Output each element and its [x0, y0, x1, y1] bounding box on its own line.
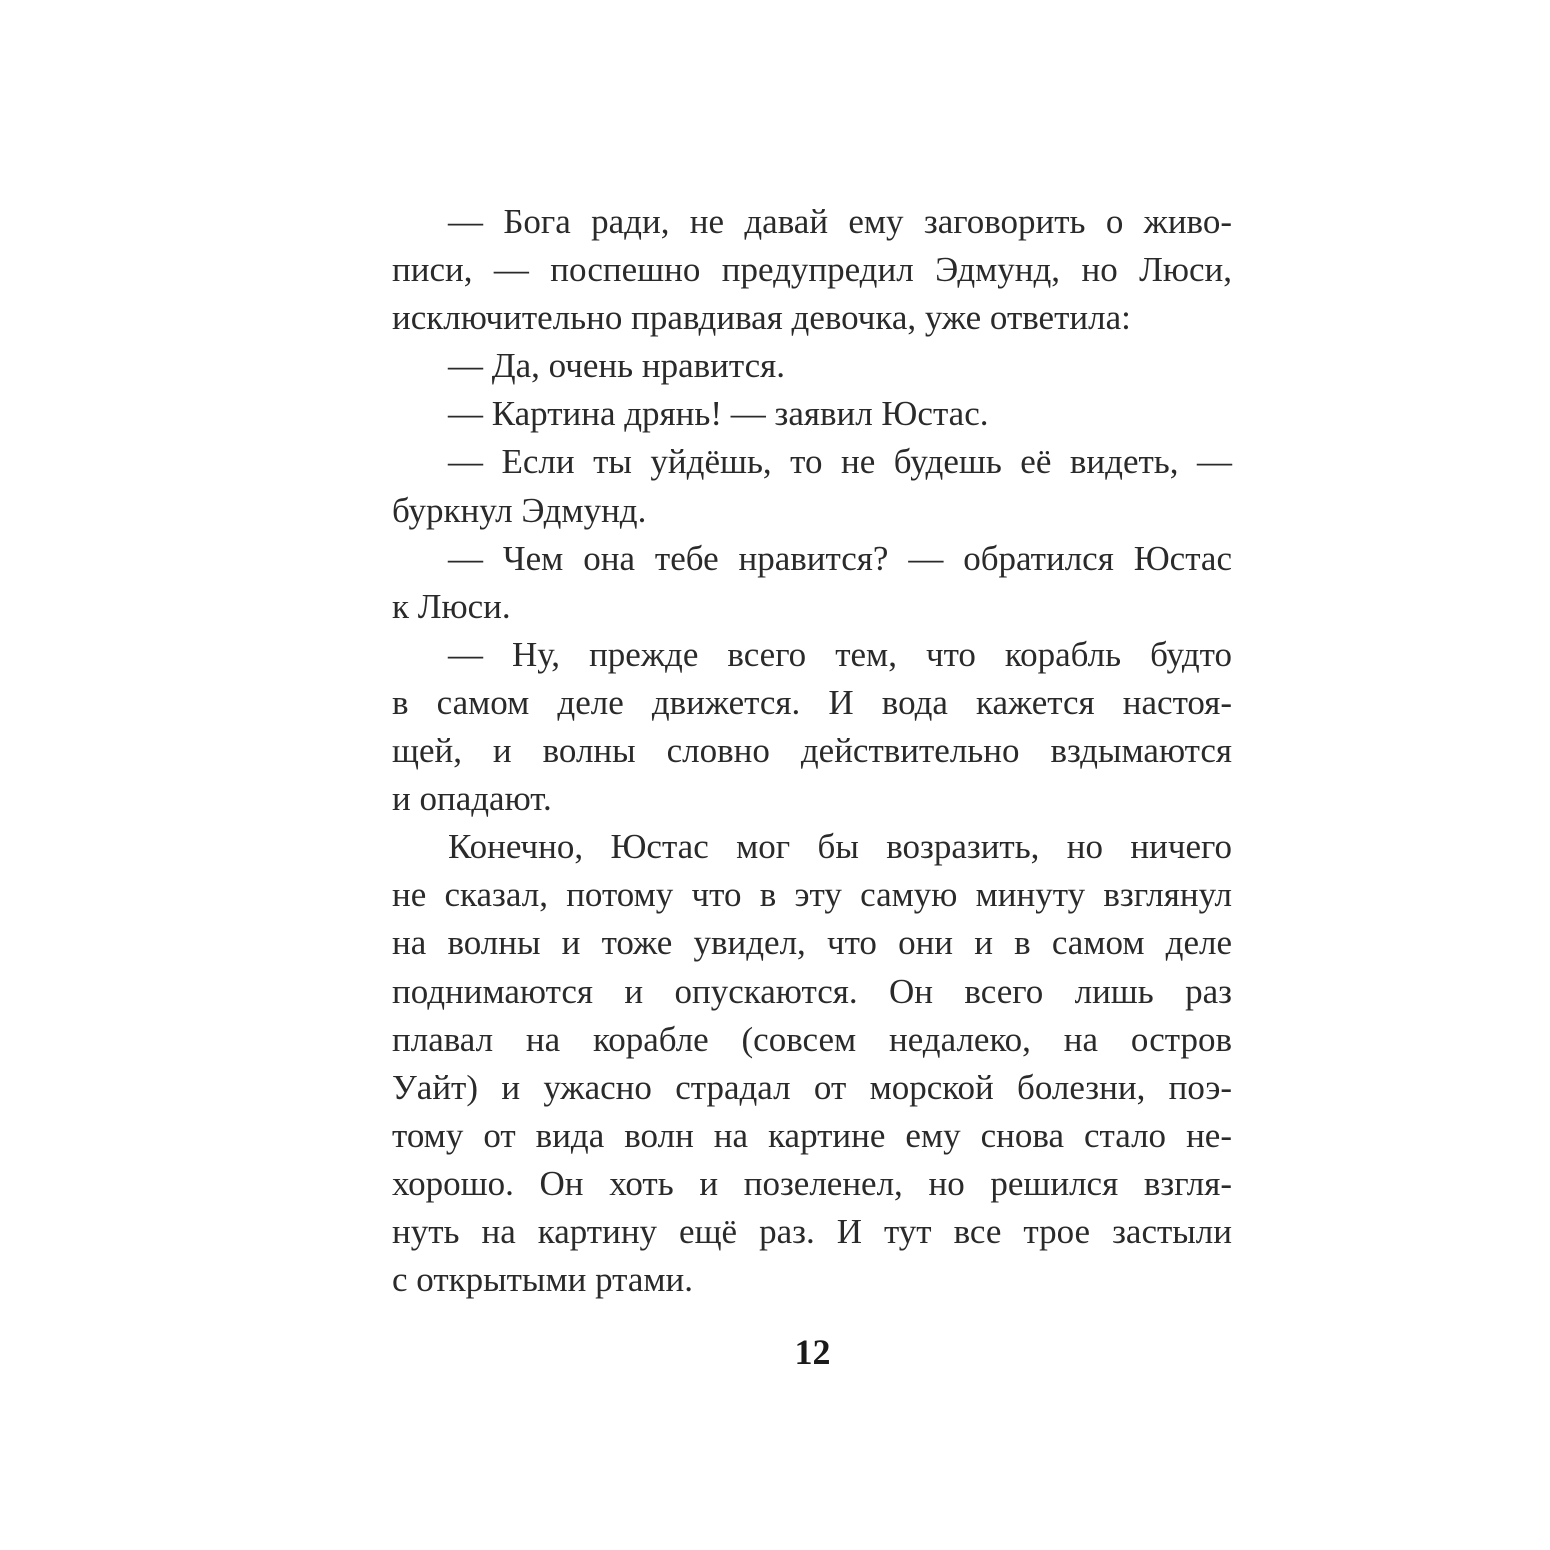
- text-line: плавал на корабле (совсем недалеко, на остров: [392, 1019, 1232, 1059]
- text-line: исключительно правдивая девочка, уже ответила:: [392, 298, 1131, 338]
- text-line: нуть на картину ещё раз. И тут все трое застыли: [392, 1211, 1232, 1251]
- text-line: — Чем она тебе нравится? — обратился Юстас: [448, 538, 1232, 578]
- text-line: в самом деле движется. И вода кажется настоя-: [392, 682, 1232, 722]
- text-line: — Да, очень нравится.: [448, 346, 785, 386]
- text-line: поднимаются и опускаются. Он всего лишь раз: [392, 971, 1232, 1011]
- text-line: хорошо. Он хоть и позеленел, но решился взгля-: [392, 1163, 1232, 1203]
- text-line: на волны и тоже увидел, что они и в самом деле: [392, 923, 1232, 963]
- text-line: Конечно, Юстас мог бы возразить, но ничего: [448, 827, 1232, 867]
- text-line: не сказал, потому что в эту самую минуту взглянул: [392, 875, 1232, 915]
- text-line: — Картина дрянь! — заявил Юстас.: [448, 394, 989, 434]
- text-line: — Ну, прежде всего тем, что корабль будто: [448, 634, 1232, 674]
- text-line: и опадают.: [392, 779, 552, 819]
- page-number: 12: [794, 1332, 831, 1372]
- text-line: тому от вида волн на картине ему снова стало не-: [392, 1115, 1232, 1155]
- text-line: с открытыми ртами.: [392, 1260, 694, 1300]
- body-text: [392, 198, 1232, 1304]
- text-line: буркнул Эдмунд.: [392, 490, 647, 530]
- text-line: — Если ты уйдёшь, то не будешь её видеть, —: [448, 442, 1232, 482]
- text-line: Уайт) и ужасно страдал от морской болезни, поэ-: [392, 1067, 1232, 1107]
- text-line: щей, и волны словно действительно вздымаются: [392, 731, 1232, 771]
- text-line: к Люси.: [392, 586, 511, 626]
- text-line: писи, — поспешно предупредил Эдмунд, но Люси,: [392, 250, 1232, 290]
- text-line: — Бога ради, не давай ему заговорить о живо-: [448, 202, 1232, 241]
